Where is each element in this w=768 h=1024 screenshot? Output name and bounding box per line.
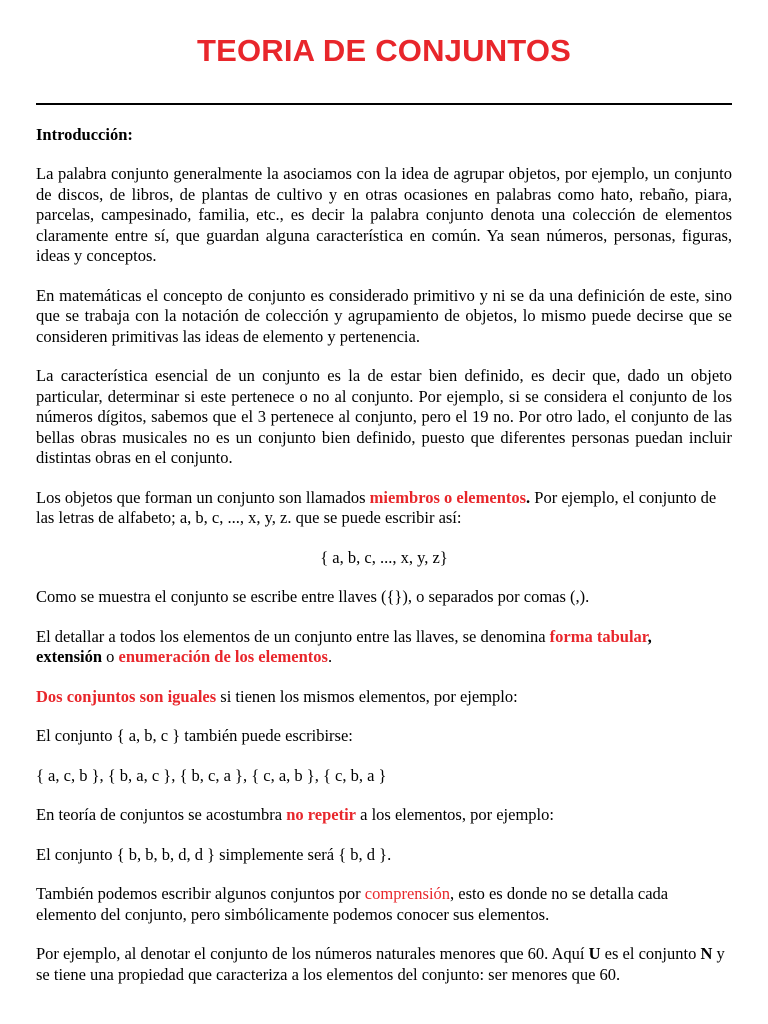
highlight-no-repeat: no repetir (286, 805, 356, 824)
paragraph-12 (36, 884, 732, 925)
text-span: En teoría de conjuntos se acostumbra (36, 805, 287, 824)
text-span: Los objetos que forman un conjunto son llamados (36, 487, 370, 507)
text-span: . (526, 487, 531, 507)
set-alphabet: { a, b, c, ..., x, y, z} (320, 547, 448, 567)
paragraph-9: { a, c, b }, { b, a, c }, { b, c, a }, { c, a, b }, { c, b, a } (36, 765, 387, 785)
paragraph-3: La característica esencial de un conjunto es la de estar bien definido, es decir que, dado un objeto particular, determinar si este pertenece o no al conjunto. Por ejemplo, si se considera el conjunto de los números dígitos, sabemos que el 3 pertenece al conjunto, pero el 19 no. Por otro lado, el conjunto de las bellas obras musicales no es un conjunto bien definido, puesto que diferentes personas puedan incluir distintas obras en el conjunto. (36, 366, 732, 467)
highlight-enumeration: enumeración de los elementos (118, 647, 328, 666)
bold-n: N (700, 944, 713, 963)
paragraph-5: Como se muestra el conjunto se escribe entre llaves ({}), o separados por comas (,). (36, 587, 590, 606)
highlight-members: miembros o elementos (369, 487, 527, 507)
bold-extension: extensión (36, 647, 102, 666)
text-span: a los elementos, por ejemplo: (356, 805, 554, 824)
text-span: si tienen los mismos elementos, por ejemplo: (216, 686, 518, 706)
page-title: TEORIA DE CONJUNTOS (196, 33, 572, 68)
text-span: También podemos escribir algunos conjuntos por (36, 884, 365, 903)
section-heading: Introducción: (36, 125, 133, 144)
bold-u: U (588, 944, 601, 963)
paragraph-4 (36, 488, 732, 529)
paragraph-13 (36, 944, 732, 985)
highlight-equal-sets: Dos conjuntos son iguales (36, 686, 217, 706)
text-span: es el conjunto (600, 944, 701, 963)
text-span: Por ejemplo, al denotar el conjunto de los números naturales menores que 60. Aquí (36, 944, 589, 963)
paragraph-6 (36, 627, 732, 668)
text-span: , esto es donde no se detalla cada elemento del conjunto, pero simbólicamente podemos conocer sus elementos. (36, 884, 669, 924)
paragraph-10 (36, 805, 732, 826)
highlight-comprehension: comprensión (364, 884, 451, 903)
paragraph-8: El conjunto { a, b, c } también puede escribirse: (36, 726, 353, 745)
text-span: . (327, 647, 333, 666)
paragraph-1: La palabra conjunto generalmente la asociamos con la idea de agrupar objetos, por ejemplo, un conjunto de discos, de libros, de plantas de cultivo y en otras ocasiones en palabras como hato, rebaño, piara, parcelas, campesinado, familia, etc., es decir la palabra conjunto denota una colección de elementos claramente entre sí, que guardan alguna característica en común. Ya sean números, personas, figuras, ideas y conceptos. (36, 164, 732, 265)
text-span: y se tiene una propiedad que caracteriza a los elementos del conjunto: ser menores que 60. (36, 944, 725, 984)
text-span: Por ejemplo, el conjunto de las letras de alfabeto; a, b, c, ..., x, y, z. que se puede escribir así: (36, 487, 717, 527)
paragraph-7 (36, 687, 732, 708)
text-span: o (102, 647, 119, 666)
text-span: , (647, 626, 652, 646)
paragraph-2: En matemáticas el concepto de conjunto es considerado primitivo y ni se da una definición de este, sino que se trabaja con la notación de colección y agrupamiento de objetos, lo mismo puede decirse que se consideren primitivas las ideas de elemento y pertenencia. (36, 285, 732, 346)
title-divider (36, 103, 732, 105)
highlight-tabular: forma tabular (549, 626, 648, 646)
paragraph-11: El conjunto { b, b, b, d, d } simplemente será { b, d }. (36, 844, 392, 864)
text-span: El detallar a todos los elementos de un conjunto entre las llaves, se denomina (36, 626, 550, 646)
